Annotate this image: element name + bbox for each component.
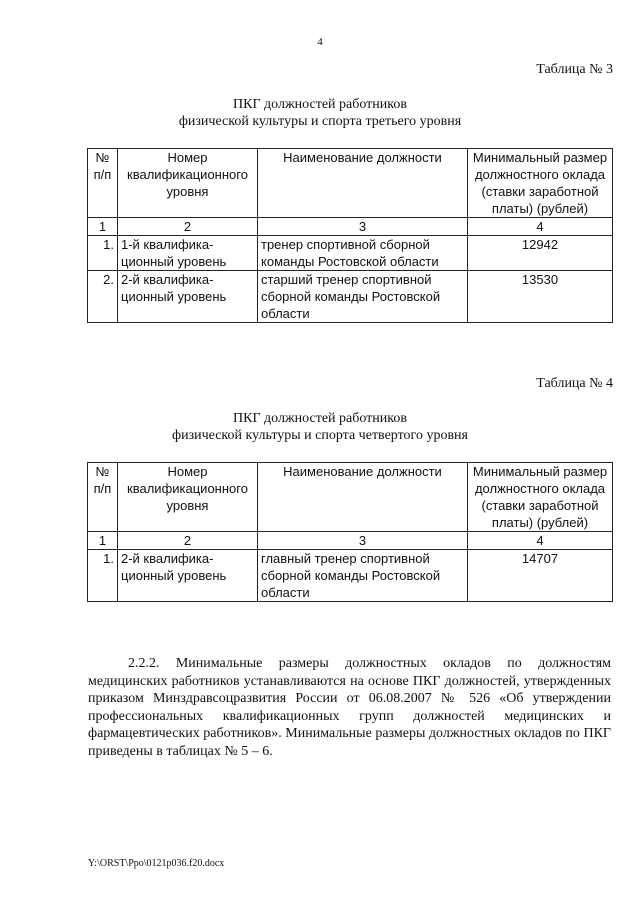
table-4-label: Таблица № 4 bbox=[536, 376, 613, 391]
table-row bbox=[88, 271, 613, 323]
table-header-row bbox=[88, 149, 613, 218]
table-row bbox=[88, 550, 613, 602]
header-cell: Номер квалификационного уровня bbox=[118, 149, 258, 218]
row-number: 1. bbox=[88, 550, 118, 602]
table-4-caption bbox=[0, 410, 640, 444]
position-name: тренер спортивной сборной команды Ростовской области bbox=[258, 236, 468, 271]
table-row bbox=[88, 236, 613, 271]
index-cell: 4 bbox=[468, 532, 613, 550]
header-cell: № п/п bbox=[88, 463, 118, 532]
salary-value: 14707 bbox=[468, 550, 613, 602]
table-3-caption-line2: физической культуры и спорта третьего уровня bbox=[178, 114, 462, 129]
qualification-level: 2-й квалифика-ционный уровень bbox=[118, 550, 258, 602]
table-4-caption-line1: ПКГ должностей работников bbox=[233, 411, 407, 426]
qualification-level: 2-й квалифика-ционный уровень bbox=[118, 271, 258, 323]
table-3-caption bbox=[0, 96, 640, 130]
header-cell: Минимальный размер должностного оклада (ставки заработной платы) (рублей) bbox=[468, 149, 613, 218]
index-cell: 1 bbox=[88, 532, 118, 550]
table-index-row bbox=[88, 532, 613, 550]
index-cell: 1 bbox=[88, 218, 118, 236]
qualification-level: 1-й квалифика-ционный уровень bbox=[118, 236, 258, 271]
header-cell: Наименование должности bbox=[258, 463, 468, 532]
table-header-row bbox=[88, 463, 613, 532]
footer-file-path: Y:\ORST\Ppo\0121p036.f20.docx bbox=[88, 858, 225, 869]
index-cell: 4 bbox=[468, 218, 613, 236]
table-4 bbox=[87, 462, 613, 602]
table-index-row bbox=[88, 218, 613, 236]
table-3 bbox=[87, 148, 613, 323]
position-name: старший тренер спортивной сборной команды Ростовской области bbox=[258, 271, 468, 323]
page-number: 4 bbox=[317, 36, 323, 48]
table-3-label: Таблица № 3 bbox=[536, 62, 613, 77]
row-number: 2. bbox=[88, 271, 118, 323]
index-cell: 3 bbox=[258, 532, 468, 550]
row-number: 1. bbox=[88, 236, 118, 271]
header-cell: Наименование должности bbox=[258, 149, 468, 218]
header-cell: № п/п bbox=[88, 149, 118, 218]
index-cell: 3 bbox=[258, 218, 468, 236]
header-cell: Номер квалификационного уровня bbox=[118, 463, 258, 532]
salary-value: 13530 bbox=[468, 271, 613, 323]
salary-value: 12942 bbox=[468, 236, 613, 271]
table-4-caption-line2: физической культуры и спорта четвертого уровня bbox=[172, 428, 468, 443]
table-3-caption-line1: ПКГ должностей работников bbox=[233, 97, 407, 112]
index-cell: 2 bbox=[118, 218, 258, 236]
position-name: главный тренер спортивной сборной команды Ростовской области bbox=[258, 550, 468, 602]
header-cell: Минимальный размер должностного оклада (ставки заработной платы) (рублей) bbox=[468, 463, 613, 532]
index-cell: 2 bbox=[118, 532, 258, 550]
body-paragraph: 2.2.2. Минимальные размеры должностных окладов по должностям медицинских работников устанавливаются на основе ПКГ должностей, утвержденных приказом Минздравсоцразвития России от 06.08.2007 № 526 «Об утверждении профессиональных квалификационных групп должностей медицинских и фармацевтических работников». Минимальные размеры должностных окладов по ПКГ приведены в таблицах № 5 – 6. bbox=[88, 656, 611, 759]
